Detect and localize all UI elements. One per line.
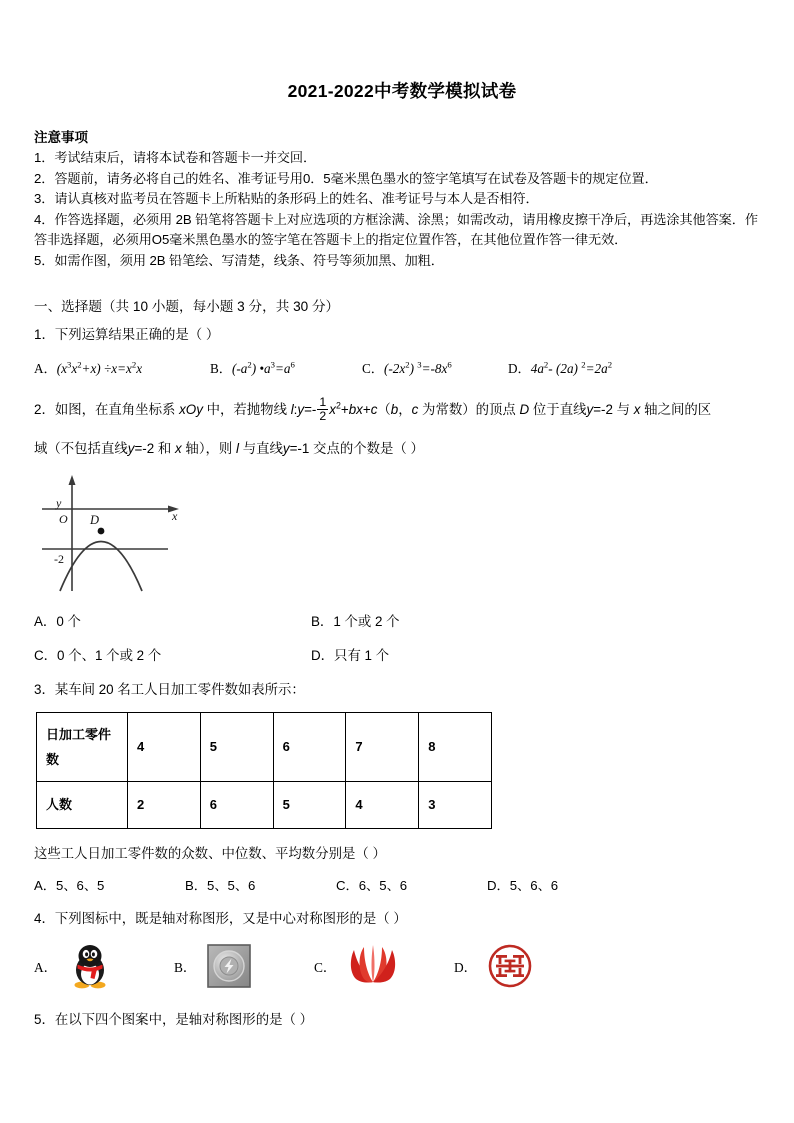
table-cell: 4 xyxy=(128,712,201,781)
question-3-option-b[interactable]: B．5、5、6 xyxy=(185,878,256,894)
question-4 xyxy=(34,908,770,995)
table-cell: 6 xyxy=(273,712,346,781)
question-5-stem: 5．在以下四个图案中，是轴对称图形的是（ ） xyxy=(34,1012,313,1028)
question-1-option-b[interactable]: B．$(-a^2)$ $•a^3=a^6$ xyxy=(210,359,295,376)
option-letter-a: A． xyxy=(34,959,58,975)
question-1-stem: 1．下列运算结果正确的是（ ） xyxy=(34,327,220,342)
table-row-header-people: 人数 xyxy=(37,781,128,828)
table-cell: 3 xyxy=(419,781,492,828)
question-4-stem: 4．下列图标中，既是轴对称图形，又是中心对称图形的是（ ） xyxy=(34,911,407,927)
question-1-option-a[interactable]: A．$(x^3x^2+x) \div x=x^2x$ xyxy=(34,359,143,376)
table-row xyxy=(37,781,492,828)
table-cell: 4 xyxy=(346,781,419,828)
question-3-option-d[interactable]: D．5、6、6 xyxy=(487,878,559,894)
question-4-option-d[interactable] xyxy=(454,942,594,990)
qq-penguin-logo xyxy=(66,942,114,990)
gray-disc-logo xyxy=(205,942,253,990)
question-3-option-a[interactable]: A．5、6、5 xyxy=(34,878,105,894)
table-cell: 7 xyxy=(346,712,419,781)
svg-text:-2: -2 xyxy=(54,551,64,566)
question-3-sub-stem: 这些工人日加工零件数的众数、中位数、平均数分别是（ ） xyxy=(34,845,386,861)
table-cell: 6 xyxy=(200,781,273,828)
question-2 xyxy=(34,397,770,664)
question-1-options xyxy=(34,358,770,377)
question-3-stem: 3．某车间 20 名工人日加工零件数如表所示： xyxy=(34,681,305,697)
option-letter-c: C． xyxy=(314,959,337,975)
notice-item-5: 5．如需作图，须用 2B 铅笔绘、写清楚，线条、符号等须加黑、加粗． xyxy=(34,252,444,268)
question-5 xyxy=(34,1009,770,1030)
question-1-option-d[interactable]: D．$4a^2-$ (2a) $^2=2a^2$ xyxy=(508,359,613,376)
question-2-option-a[interactable]: A．0 个 xyxy=(34,613,81,629)
notice-item-4: 4．作答选择题，必须用 2B 铅笔将答题卡上对应选项的方框涂满、涂黑；如需改动，请用橡皮擦干净后，再选涂其他答案．作答非选择题，必须用O5毫米黑色墨水的签字笔在答题卡上的指定位置作答，在其他位置作答一律无效． xyxy=(34,211,758,247)
question-2-option-d[interactable]: D．只有 1 个 xyxy=(311,647,390,663)
table-cell: 2 xyxy=(128,781,201,828)
page-title: 2021-2022中考数学模拟试卷 xyxy=(287,81,517,101)
question-2-option-b[interactable]: B．1 个或 2 个 xyxy=(311,613,400,629)
svg-text:D: D xyxy=(90,512,100,527)
question-1-option-c[interactable]: C．$(-2x^2)$ $^3=-8x^6$ xyxy=(362,359,452,376)
notice-item-3: 3．请认真核对监考员在答题卡上所粘贴的条形码上的姓名、准考证号与本人是否相符． xyxy=(34,191,539,206)
question-1 xyxy=(34,324,770,377)
question-4-option-c[interactable] xyxy=(314,942,454,990)
question-2-option-c[interactable]: C．0 个、1 个或 2 个 xyxy=(34,647,162,663)
document-body xyxy=(0,126,794,1030)
svg-text:x: x xyxy=(172,508,178,523)
notice-item-2: 2．答题前，请务必将自己的姓名、准考证号用0．5毫米黑色墨水的签字笔填写在试卷及答题卡的规定位置． xyxy=(34,170,658,186)
table-row-header-parts: 日加工零件数 xyxy=(37,712,128,781)
table-cell: 5 xyxy=(273,781,346,828)
table-cell: 5 xyxy=(200,712,273,781)
question-2-stem-line-2: 域（不包括直线y=-2 和 x 轴），则 l 与直线y=-1 交点的个数是（ ） xyxy=(34,440,424,456)
option-letter-b: B． xyxy=(174,959,197,975)
worker-parts-table xyxy=(36,712,492,829)
question-2-options xyxy=(34,611,770,664)
icbc-seal-logo xyxy=(486,942,534,990)
table-row xyxy=(37,712,492,781)
fraction-one-half: $\frac{1}{2}$ xyxy=(319,395,327,423)
notice-item-1: 1．考试结束后，请将本试卷和答题卡一并交回． xyxy=(34,150,317,165)
option-letter-d: D． xyxy=(454,959,478,975)
svg-text:y: y xyxy=(56,495,62,510)
question-4-option-b[interactable] xyxy=(174,942,314,990)
question-3 xyxy=(34,679,770,894)
huawei-petals-logo xyxy=(345,942,401,990)
question-3-option-c[interactable]: C．6、5、6 xyxy=(336,878,408,894)
question-4-option-a[interactable] xyxy=(34,942,174,990)
parabola-figure xyxy=(40,469,190,597)
question-3-options xyxy=(34,875,770,894)
question-4-options xyxy=(34,937,770,995)
notice-heading: 注意事项 xyxy=(34,130,88,145)
svg-text:O: O xyxy=(59,511,68,526)
table-cell: 8 xyxy=(419,712,492,781)
question-2-stem-line-1: 2．如图，在直角坐标系 xOy 中，若抛物线 l:y=- $\frac{1}{2}$ $x^2+bx+c(b$，c 为常数）的顶点 D 位于直线y=-2 与 x 轴之间的区 xyxy=(34,395,712,423)
section-heading: 一、选择题（共 10 小题，每小题 3 分，共 30 分） xyxy=(34,299,340,314)
